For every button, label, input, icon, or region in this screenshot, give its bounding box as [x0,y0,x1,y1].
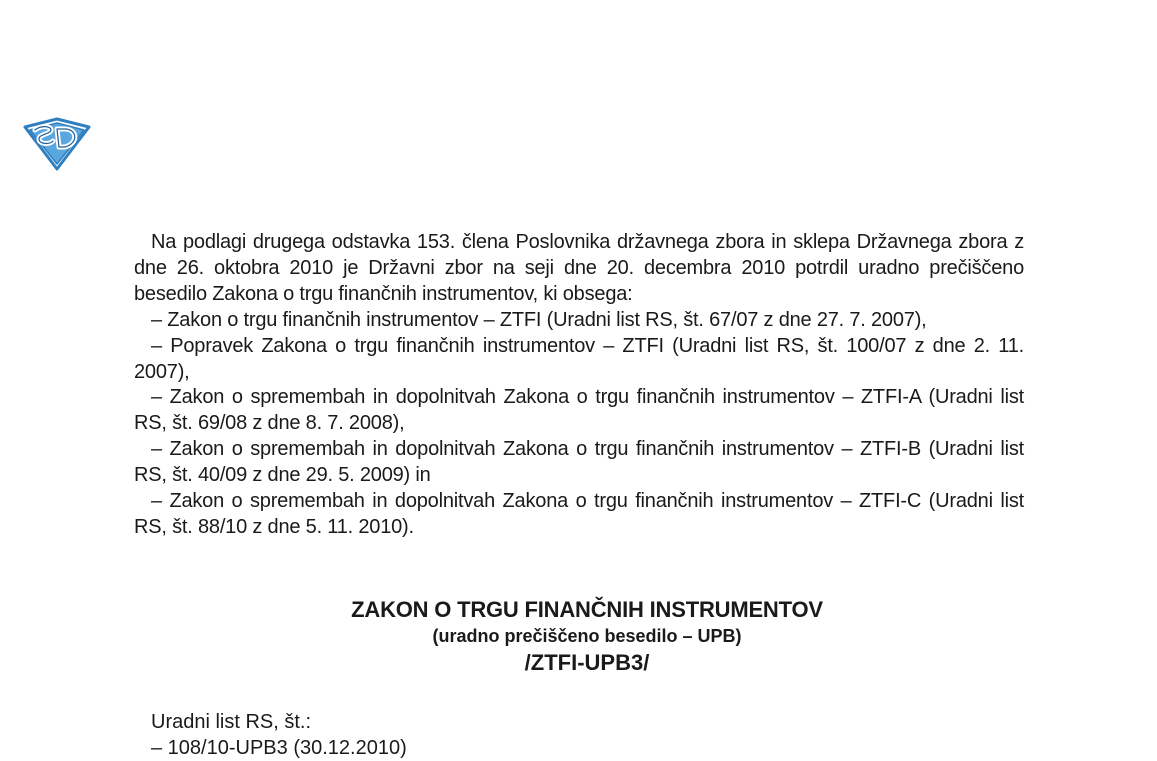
list-item: – Popravek Zakona o trgu finančnih instrumentov – ZTFI (Uradni list RS, št. 100/07 z dne 2. 11. 2007), [134,334,1024,383]
law-subtitle: (uradno prečiščeno besedilo – UPB) [432,626,742,646]
law-title: ZAKON O TRGU FINANČNIH INSTRUMENTOV [351,597,823,622]
list-item: – Zakon o spremembah in dopolnitvah Zakona o trgu finančnih instrumentov – ZTFI-A (Uradni list RS, št. 69/08 z dne 8. 7. 2008), [134,386,1024,435]
sd-logo-icon [21,117,93,171]
gazette-label: Uradni list RS, št.: [151,711,312,733]
list-item: – Zakon o trgu finančnih instrumentov – ZTFI (Uradni list RS, št. 67/07 z dne 27. 7. 2007), [151,308,927,331]
preamble [134,230,1024,541]
list-item: – Zakon o spremembah in dopolnitvah Zakona o trgu finančnih instrumentov – ZTFI-C (Uradni list RS, št. 88/10 z dne 5. 11. 2010). [134,490,1024,538]
law-title-block [134,596,1040,678]
list-item: – Zakon o spremembah in dopolnitvah Zakona o trgu finančnih instrumentov – ZTFI-B (Uradni list RS, št. 40/09 z dne 29. 5. 2009) in [134,438,1024,487]
intro-paragraph: Na podlagi drugega odstavka 153. člena Poslovnika državnega zbora in sklepa Državnega zbora z dne 26. oktobra 2010 je Državni zbor na seji dne 20. decembra 2010 potrdil uradno prečiščeno besedilo Zakona o trgu finančnih instrumentov, ki obsega: [134,231,1024,305]
gazette-entry: – 108/10-UPB3 (30.12.2010) [151,737,407,759]
law-code: /ZTFI-UPB3/ [524,650,650,675]
